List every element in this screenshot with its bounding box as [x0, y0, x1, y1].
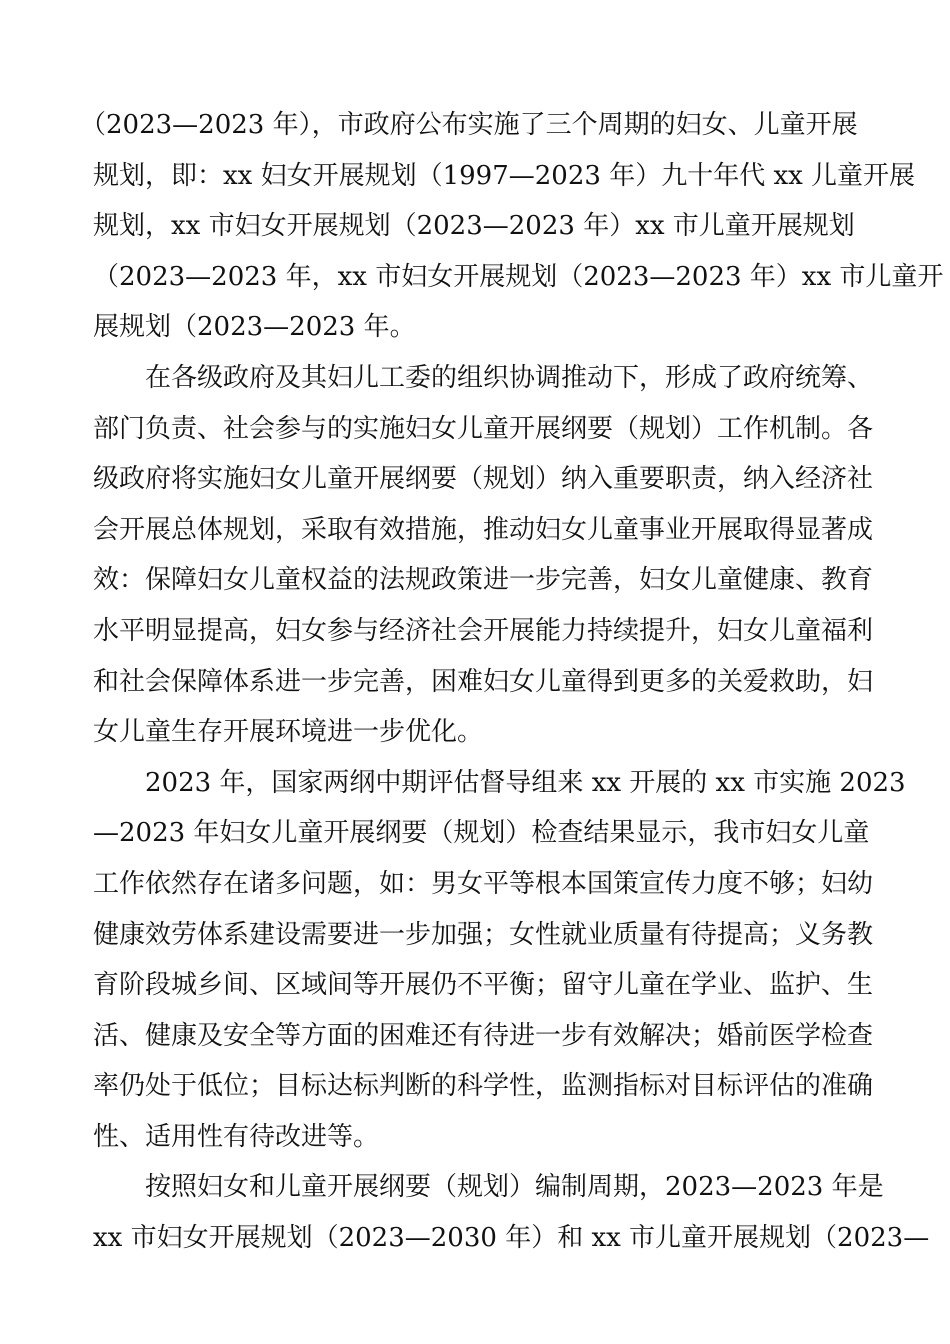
text-line: 育阶段城乡间、区域间等开展仍不平衡；留守儿童在学业、监护、生: [93, 970, 874, 1001]
text-line: 活、健康及安全等方面的困难还有待进一步有效解决；婚前医学检查: [93, 1020, 874, 1051]
text-line: xx 市妇女开展规划（2023—2030 年）和 xx 市儿童开展规划（2023—: [93, 1223, 930, 1254]
text-line: 性、适用性有待改进等。: [93, 1121, 380, 1152]
text-line: 部门负责、社会参与的实施妇女儿童开展纲要（规划）工作机制。各: [93, 413, 874, 444]
text-line: 女儿童生存开展环境进一步优化。: [93, 717, 484, 748]
text-line: 级政府将实施妇女儿童开展纲要（规划）纳入重要职责，纳入经济社: [93, 464, 874, 495]
text-line: 健康效劳体系建设需要进一步加强；女性就业质量有待提高；义务教: [93, 919, 874, 950]
paragraph-1: [80, 100, 944, 353]
document-body: [80, 100, 944, 1264]
text-line: —2023 年妇女儿童开展纲要（规划）检查结果显示，我市妇女儿童: [93, 818, 870, 849]
paragraph-4: [93, 1162, 930, 1263]
paragraph-3: [93, 758, 906, 1163]
text-line: 率仍处于低位；目标达标判断的科学性，监测指标对目标评估的准确: [93, 1071, 874, 1102]
text-line: 规划，即：xx 妇女开展规划（1997—2023 年）九十年代 xx 儿童开展: [93, 160, 916, 191]
text-line: 工作依然存在诸多问题，如：男女平等根本国策宣传力度不够；妇幼: [93, 868, 874, 899]
text-line: 水平明显提高，妇女参与经济社会开展能力持续提升，妇女儿童福利: [93, 615, 874, 646]
text-line: 2023 年，国家两纲中期评估督导组来 xx 开展的 xx 市实施 2023: [145, 767, 906, 798]
text-line: 会开展总体规划，采取有效措施，推动妇女儿童事业开展取得显著成: [93, 514, 874, 545]
text-line: 和社会保障体系进一步完善，困难妇女儿童得到更多的关爱救助，妇: [93, 666, 874, 697]
text-line: 规划，xx 市妇女开展规划（2023—2023 年）xx 市儿童开展规划: [93, 211, 855, 242]
text-line: 展规划（2023—2023 年。: [93, 312, 416, 343]
text-line: （2023—2023 年，xx 市妇女开展规划（2023—2023 年）xx 市儿童开: [93, 261, 944, 292]
text-line: （2023—2023 年），市政府公布实施了三个周期的妇女、儿童开展: [80, 110, 858, 140]
paragraph-2: [93, 353, 874, 758]
text-line: 按照妇女和儿童开展纲要（规划）编制周期，2023—2023 年是: [145, 1172, 884, 1203]
text-line: 在各级政府及其妇儿工委的组织协调推动下，形成了政府统筹、: [145, 362, 874, 393]
text-line: 效：保障妇女儿童权益的法规政策进一步完善，妇女儿童健康、教育: [93, 565, 874, 596]
